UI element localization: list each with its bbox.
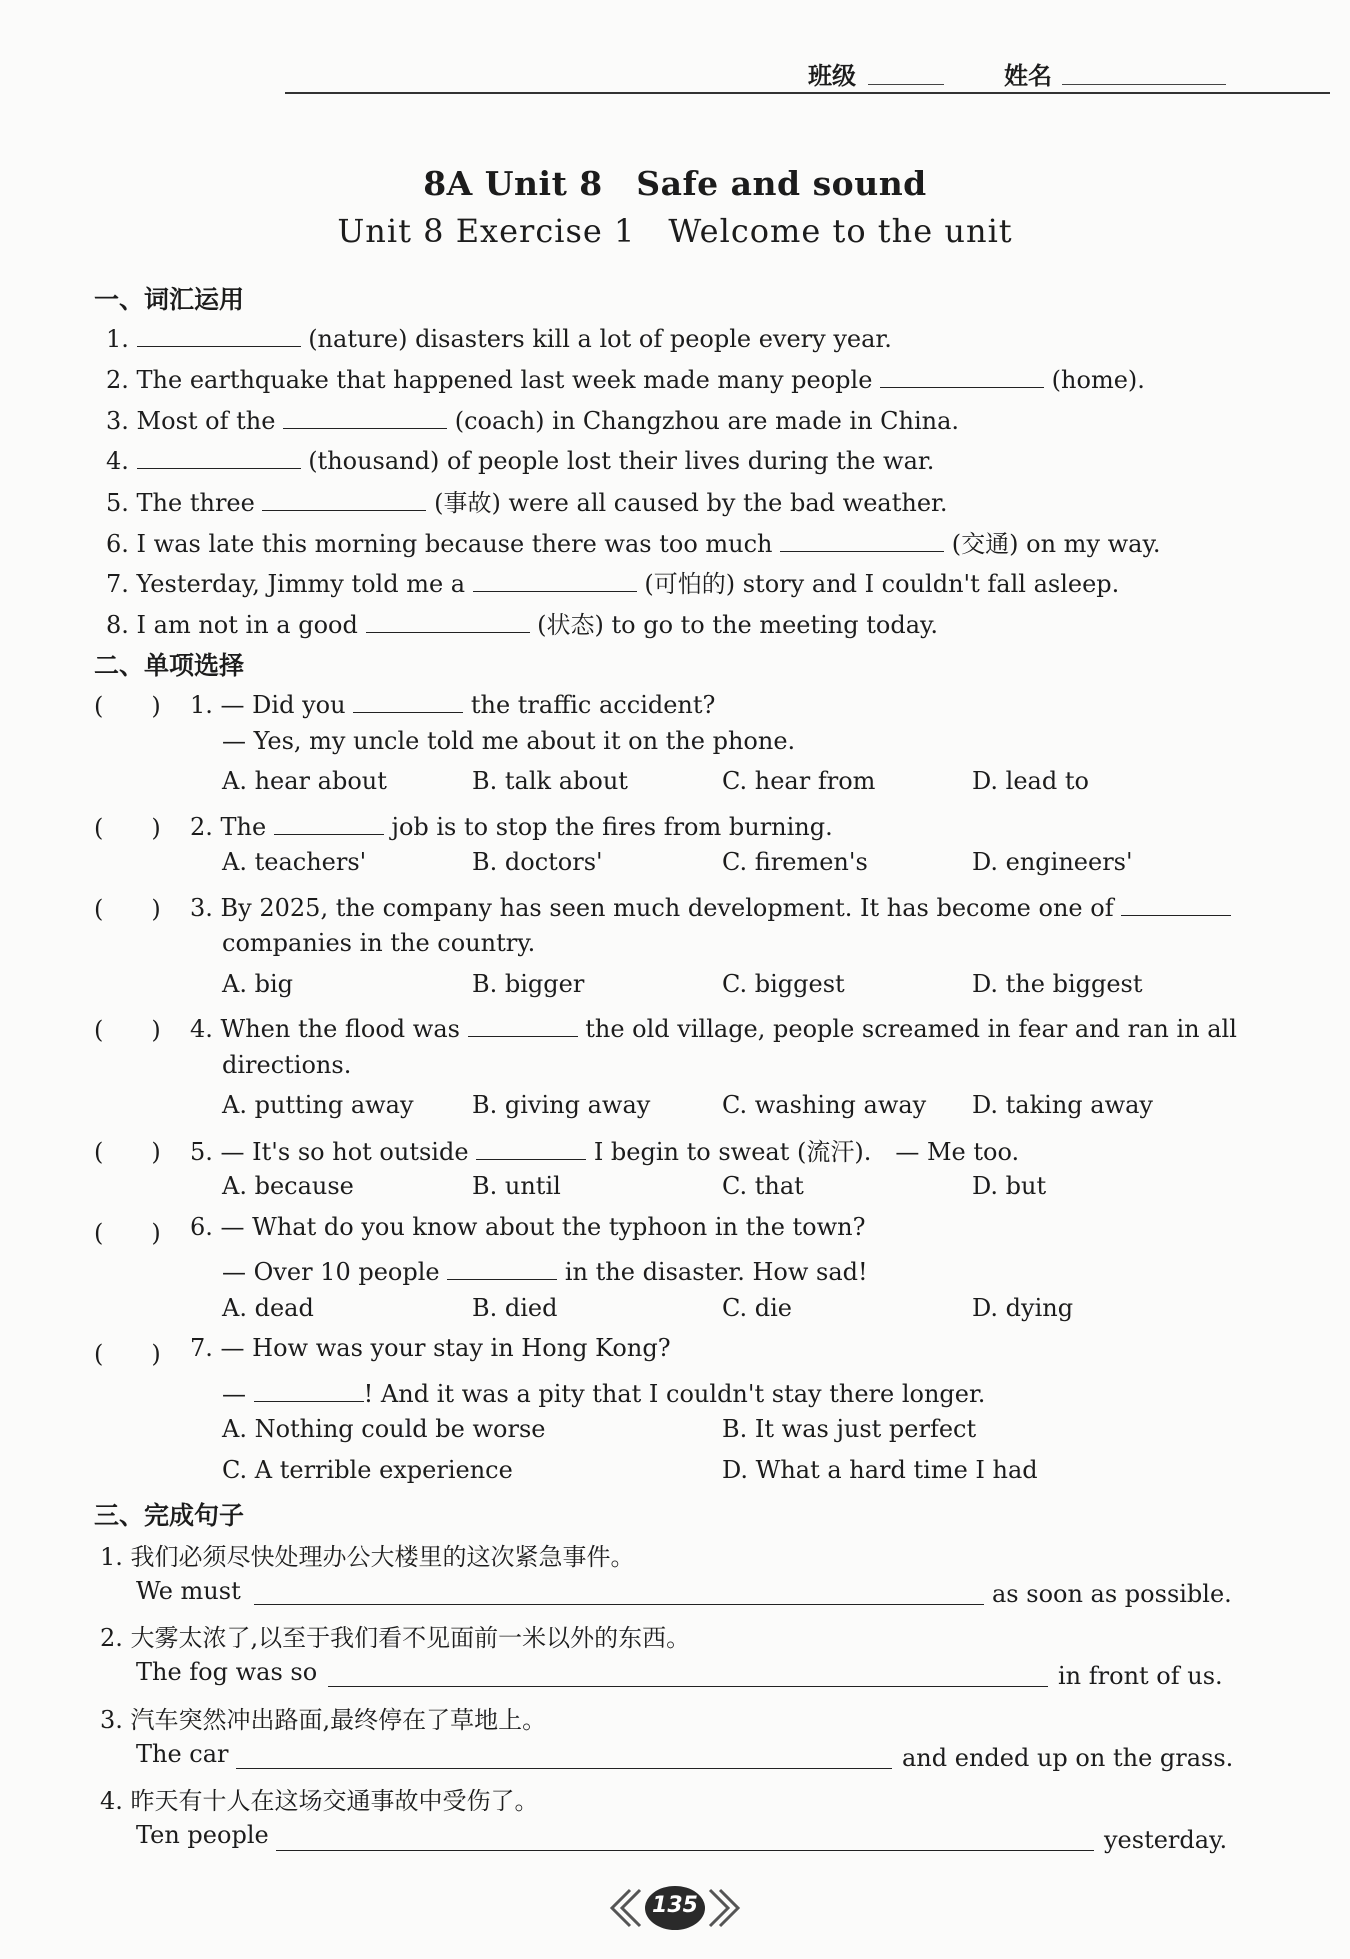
s3-item-1-start: We must [136,1577,241,1605]
answer-blank[interactable] [262,484,426,511]
answer-line[interactable] [328,1686,1048,1687]
option-b: B. giving away [472,1091,651,1119]
answer-line[interactable] [276,1850,1094,1851]
option-c: C. firemen's [722,848,868,876]
s2-q5-line1: 5. — It's so hot outside I begin to sweat (流汗). — Me too. [190,1132,1019,1167]
option-d: D. but [972,1172,1047,1200]
option-a: A. because [222,1172,354,1200]
option-b: B. doctors' [472,848,603,876]
s3-item-3-cn: 3. 汽车突然冲出路面,最终停在了草地上。 [100,1706,547,1734]
class-label: 班级 [808,62,856,90]
class-blank [868,84,944,85]
s1-item-6: 6. I was late this morning because there was too much (交通) on my way. [106,524,1160,559]
s2-q4-line2: directions. [222,1051,352,1079]
s3-item-3-end: and ended up on the grass. [902,1744,1234,1772]
option-a: A. teachers' [222,848,367,876]
answer-paren[interactable]: ( ) [94,895,161,923]
s1-item-7: 7. Yesterday, Jimmy told me a (可怕的) story and I couldn't fall asleep. [106,564,1119,599]
answer-paren[interactable]: ( ) [94,692,161,720]
s1-item-1: 1. (nature) disasters kill a lot of people every year. [106,320,892,353]
answer-blank[interactable] [137,320,301,347]
option-d: D. lead to [972,767,1089,795]
answer-paren[interactable]: ( ) [94,1340,161,1368]
answer-paren[interactable]: ( ) [94,1138,161,1166]
s3-item-3-start: The car [136,1740,229,1768]
s2-q6-line2: — Over 10 people in the disaster. How sad! [222,1253,868,1286]
answer-blank[interactable] [780,525,944,552]
option-c: C. biggest [722,970,845,998]
section3-heading: 三、完成句子 [94,1501,245,1530]
option-a: A. putting away [222,1091,414,1119]
section2-heading: 二、单项选择 [94,651,245,680]
unit-title: 8A Unit 8 Safe and sound [423,164,927,203]
option-d: D. engineers' [972,848,1133,876]
answer-blank [274,808,384,835]
page-number: 135 [652,1893,698,1918]
option-b: B. died [472,1294,558,1322]
option-d: D. What a hard time I had [722,1456,1038,1484]
answer-blank[interactable] [137,442,301,469]
s3-item-1-end: as soon as possible. [992,1580,1232,1608]
s2-q3-line2: companies in the country. [222,929,536,957]
option-d: D. dying [972,1294,1074,1322]
option-a: A. dead [222,1294,314,1322]
option-c: C. die [722,1294,793,1322]
option-c: C. A terrible experience [222,1456,513,1484]
option-b: B. It was just perfect [722,1415,977,1443]
answer-blank [468,1010,578,1037]
s2-q7-line2: — ! And it was a pity that I couldn't stay there longer. [222,1375,985,1408]
answer-line[interactable] [254,1604,984,1605]
s3-item-4-start: Ten people [136,1821,269,1849]
answer-blank [1121,889,1231,916]
option-b: B. bigger [472,970,585,998]
answer-blank[interactable] [880,361,1044,388]
answer-blank [353,686,463,713]
s1-item-8: 8. I am not in a good (状态) to go to the meeting today. [106,605,938,640]
exercise-title: Unit 8 Exercise 1 Welcome to the unit [337,212,1013,250]
name-blank [1062,84,1226,85]
answer-blank [447,1253,557,1280]
option-c: C. washing away [722,1091,927,1119]
s2-q1-line2: — Yes, my uncle told me about it on the phone. [222,727,796,755]
option-a: A. Nothing could be worse [222,1415,546,1443]
answer-paren[interactable]: ( ) [94,1219,161,1247]
name-label: 姓名 [1004,62,1052,90]
s1-item-2: 2. The earthquake that happened last week made many people (home). [106,361,1145,394]
s3-item-2-end: in front of us. [1058,1662,1223,1690]
option-b: B. talk about [472,767,628,795]
answer-blank [476,1133,586,1160]
s2-q4-line1: 4. When the flood was the old village, people screamed in fear and ran in all [190,1010,1237,1043]
s2-q6-line1: 6. — What do you know about the typhoon in the town? [190,1213,866,1241]
option-d: D. the biggest [972,970,1143,998]
s3-item-2-start: The fog was so [136,1658,318,1686]
s2-q2-line1: 2. The job is to stop the fires from burning. [190,808,833,841]
s3-item-4-end: yesterday. [1104,1826,1228,1854]
s3-item-2-cn: 2. 大雾太浓了,以至于我们看不见面前一米以外的东西。 [100,1624,691,1652]
s1-item-5: 5. The three (事故) were all caused by the bad weather. [106,483,948,518]
option-a: A. big [222,970,293,998]
option-c: C. that [722,1172,804,1200]
option-c: C. hear from [722,767,876,795]
answer-line[interactable] [236,1768,892,1769]
s1-item-4: 4. (thousand) of people lost their lives during the war. [106,442,934,475]
section1-heading: 一、词汇运用 [94,285,245,314]
answer-blank[interactable] [283,402,447,429]
s2-q1-line1: 1. — Did you the traffic accident? [190,686,715,719]
s2-q7-line1: 7. — How was your stay in Hong Kong? [190,1334,671,1362]
answer-blank [254,1375,364,1402]
s3-item-1-cn: 1. 我们必须尽快处理办公大楼里的这次紧急事件。 [100,1543,635,1571]
s3-item-4-cn: 4. 昨天有十人在这场交通事故中受伤了。 [100,1787,539,1815]
s2-q3-line1: 3. By 2025, the company has seen much development. It has become one of [190,889,1231,922]
answer-blank[interactable] [366,606,530,633]
s1-item-3: 3. Most of the (coach) in Changzhou are made in China. [106,402,959,435]
option-d: D. taking away [972,1091,1153,1119]
option-b: B. until [472,1172,561,1200]
header-rule [285,92,1330,94]
option-a: A. hear about [222,767,387,795]
answer-blank[interactable] [473,565,637,592]
answer-paren[interactable]: ( ) [94,1016,161,1044]
answer-paren[interactable]: ( ) [94,814,161,842]
page-number-badge [600,1880,750,1936]
